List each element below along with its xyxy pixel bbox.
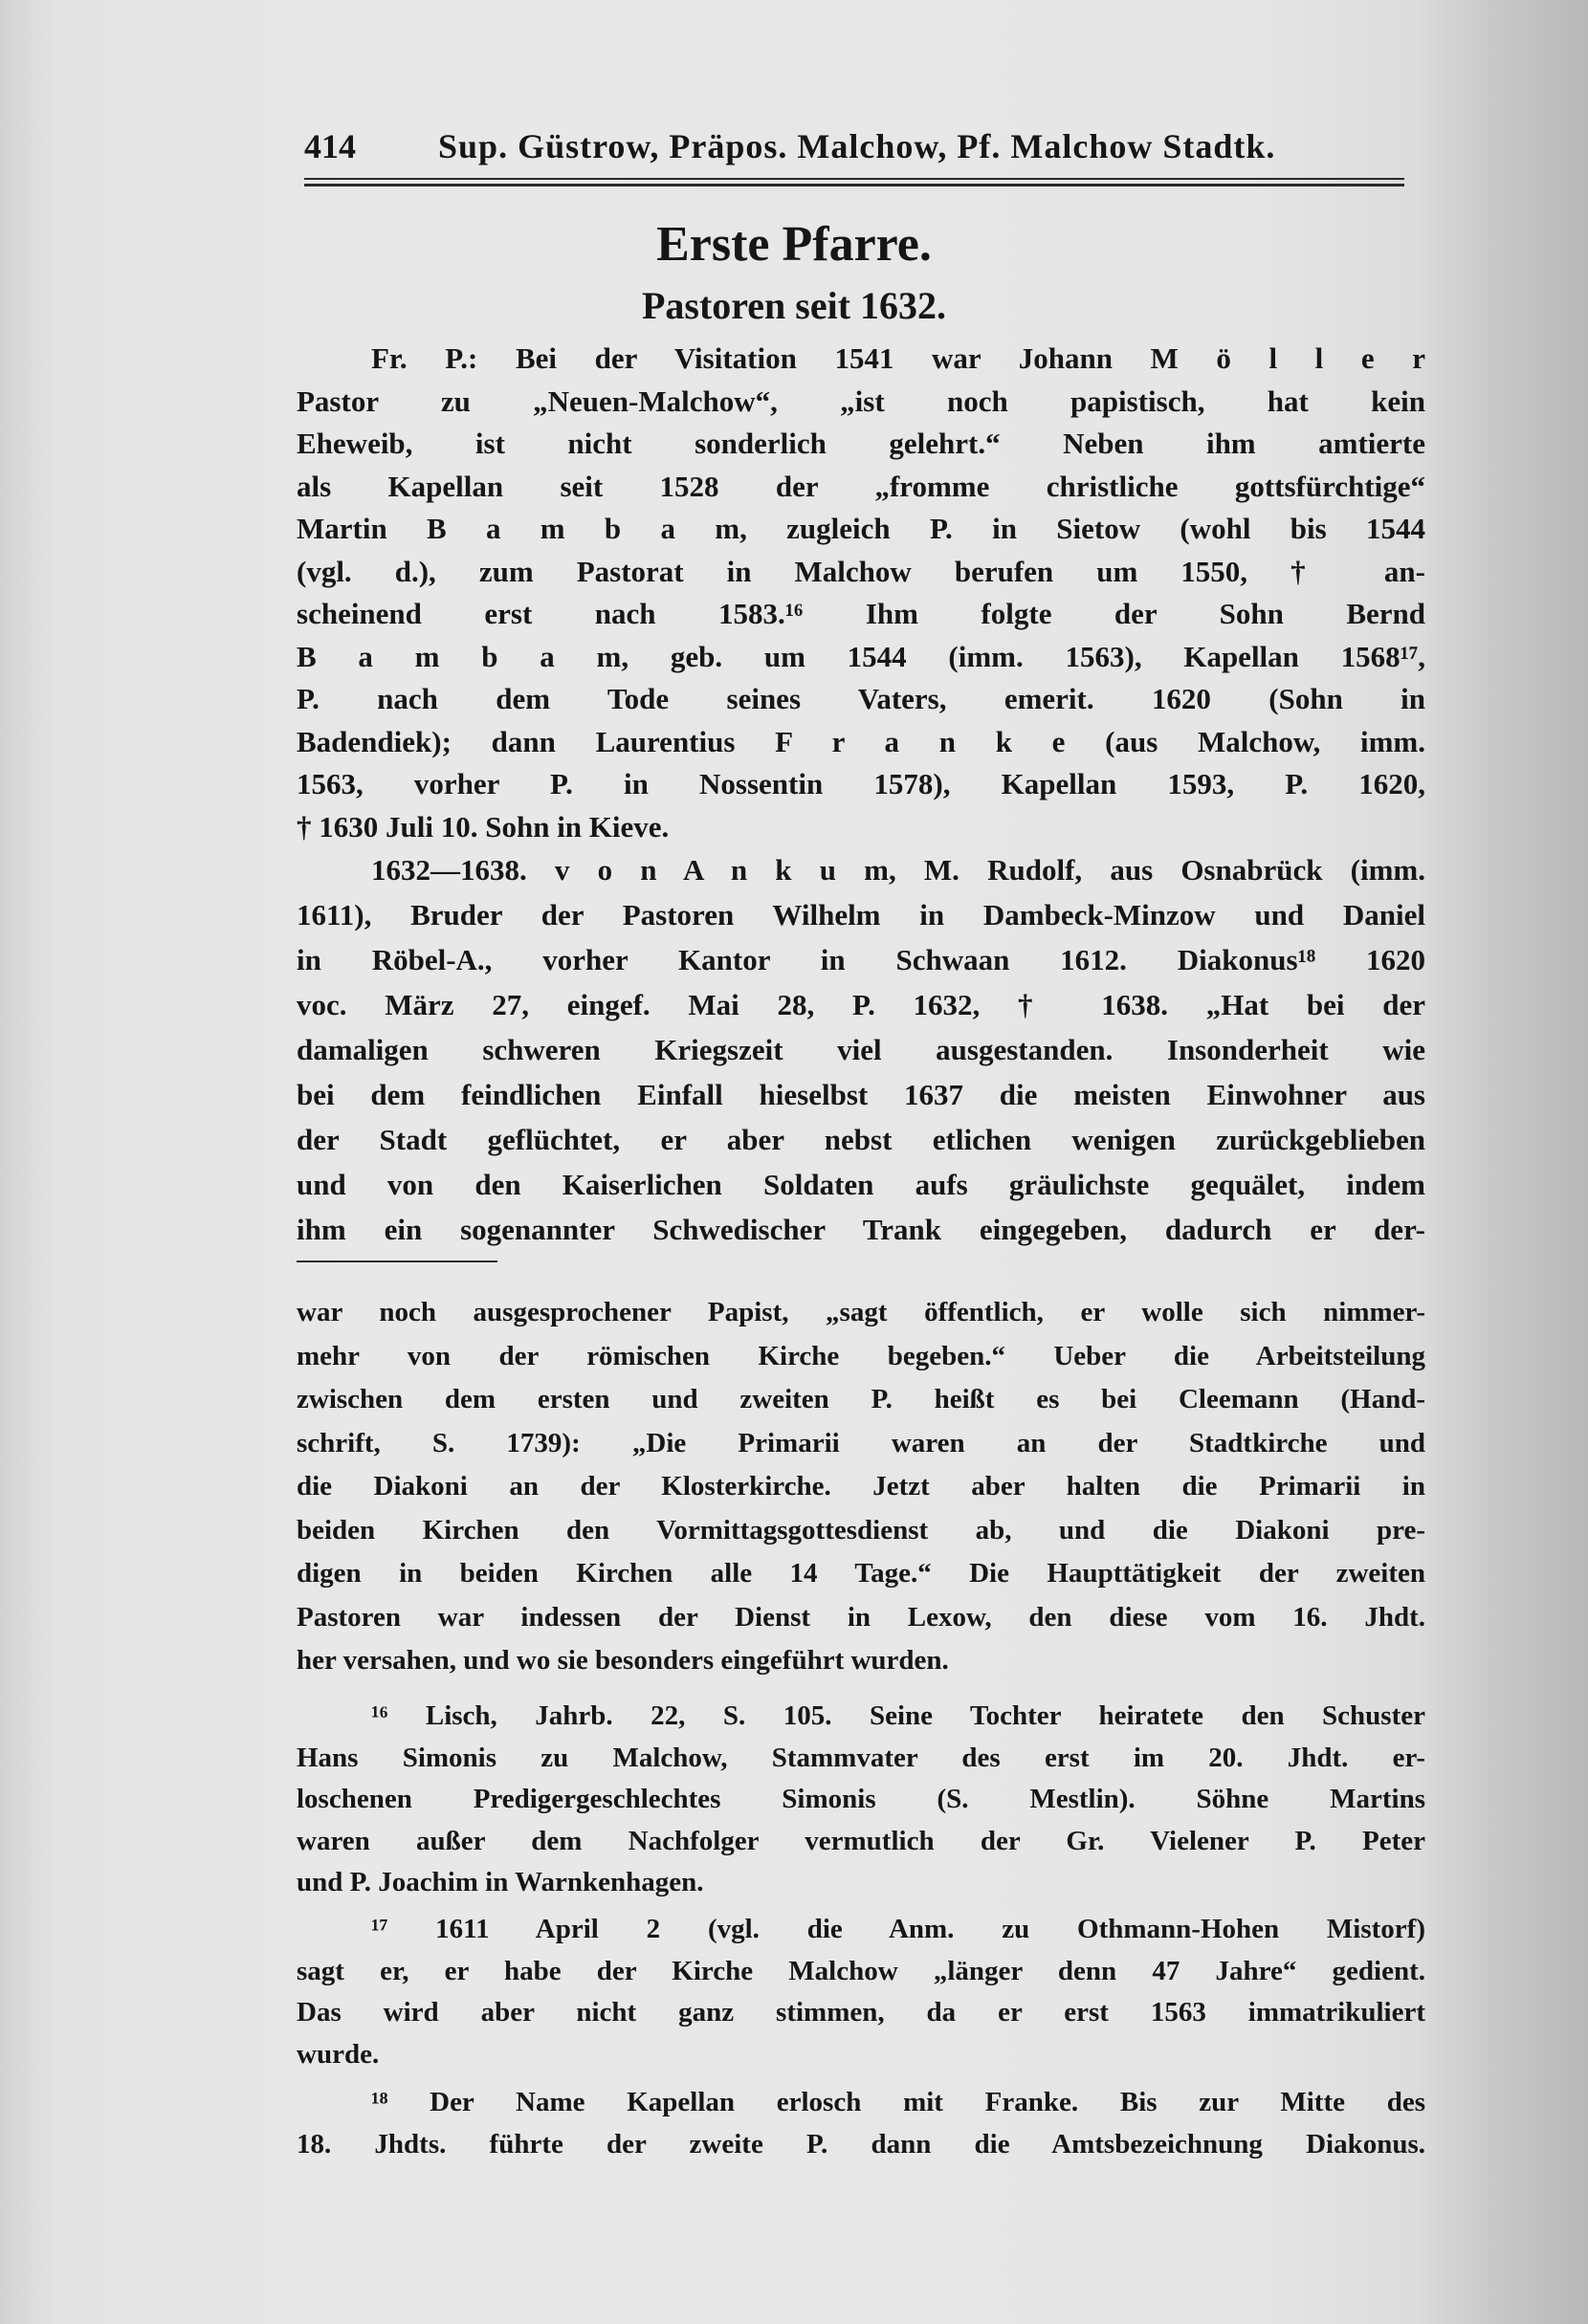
text-line: ihm ein sogenannter Schwedischer Trank eingegeben, dadurch er der-	[297, 1213, 1425, 1246]
text-line: 18. Jhdts. führte der zweite P. dann die Amtsbezeichnung Diakonus.	[297, 2129, 1425, 2160]
text-line: Eheweib, ist nicht sonderlich gelehrt.“ Neben ihm amtierte	[297, 427, 1425, 460]
text-line: digen in beiden Kirchen alle 14 Tage.“ Die Haupttätigkeit der zweiten	[297, 1558, 1425, 1589]
text-line: voc. März 27, eingef. Mai 28, P. 1632, † 1638. „Hat bei der	[297, 988, 1425, 1021]
footnote-separator	[297, 1261, 497, 1262]
text-line: P. nach dem Tode seines Vaters, emerit. 1620 (Sohn in	[297, 682, 1425, 715]
text-line: war noch ausgesprochener Papist, „sagt öffentlich, er wolle sich nimmer-	[297, 1297, 1425, 1327]
paragraph-early-pastors	[297, 338, 1425, 848]
text-line: zwischen dem ersten und zweiten P. heißt es bei Cleemann (Hand-	[297, 1384, 1425, 1414]
running-title: Sup. Güstrow, Präpos. Malchow, Pf. Malchow Stadtk.	[438, 127, 1276, 165]
footnote-continuation	[297, 1291, 1425, 1683]
text-line: und von den Kaiserlichen Soldaten aufs gräulichste gequälet, indem	[297, 1168, 1425, 1201]
footnote-16	[297, 1696, 1425, 1904]
header-rule-double	[304, 184, 1404, 186]
section-subtitle: Pastoren seit 1632.	[641, 284, 947, 327]
text-line: ¹⁶ Lisch, Jahrb. 22, S. 105. Seine Tochter heiratete den Schuster	[371, 1700, 1425, 1731]
text-line: (vgl. d.), zum Pastorat in Malchow berufen um 1550, † an-	[297, 554, 1425, 588]
text-line: loschenen Predigergeschlechtes Simonis (S. Mestlin). Söhne Martins	[297, 1784, 1425, 1814]
text-line: als Kapellan seit 1528 der „fromme christliche gottsfürchtige“	[297, 469, 1425, 503]
text-line: Martin B a m b a m, zugleich P. in Sietow (wohl bis 1544	[297, 512, 1425, 545]
text-line: ¹⁸ Der Name Kapellan erlosch mit Franke. Bis zur Mitte des	[371, 2087, 1425, 2117]
text-line: 1563, vorher P. in Nossentin 1578), Kapellan 1593, P. 1620,	[297, 767, 1425, 800]
text-line: scheinend erst nach 1583.¹⁶ Ihm folgte der Sohn Bernd	[297, 597, 1425, 630]
text-line: beiden Kirchen den Vormittagsgottesdienst ab, und die Diakoni pre-	[297, 1514, 1425, 1546]
text-line: her versahen, und wo sie besonders eingeführt wurden.	[297, 1645, 949, 1676]
footnote-17	[297, 1909, 1425, 2075]
text-line: Pastor zu „Neuen-Malchow“, „ist noch papistisch, hat kein	[297, 384, 1425, 418]
text-line: B a m b a m, geb. um 1544 (imm. 1563), Kapellan 1568¹⁷,	[297, 639, 1425, 673]
text-line: sagt er, er habe der Kirche Malchow „länger denn 47 Jahre“ gedient.	[297, 1955, 1425, 1986]
text-line: † 1630 Juli 10. Sohn in Kieve.	[297, 809, 670, 844]
text-line: schrift, S. 1739): „Die Primarii waren an der Stadtkirche und	[297, 1427, 1425, 1458]
text-line: Hans Simonis zu Malchow, Stammvater des erst im 20. Jhdt. er-	[297, 1742, 1425, 1773]
text-line: Das wird aber nicht ganz stimmen, da er erst 1563 immatrikuliert	[297, 1997, 1425, 2028]
text-line: damaligen schweren Kriegszeit viel ausgestanden. Insonderheit wie	[297, 1033, 1425, 1066]
text-line: und P. Joachim in Warnkenhagen.	[297, 1867, 704, 1897]
text-line: 1632—1638. v o n A n k u m, M. Rudolf, aus Osnabrück (imm.	[371, 853, 1425, 887]
text-line: der Stadt geflüchtet, er aber nebst etlichen wenigen zurückgeblieben	[297, 1123, 1425, 1156]
text-line: Badendiek); dann Laurentius F r a n k e (aus Malchow, imm.	[297, 724, 1425, 758]
text-line: die Diakoni an der Klosterkirche. Jetzt aber halten die Primarii in	[297, 1471, 1425, 1502]
text-line: 1611), Bruder der Pastoren Wilhelm in Dambeck-Minzow und Daniel	[297, 898, 1425, 932]
paragraph-von-ankum	[297, 847, 1425, 1252]
text-line: mehr von der römischen Kirche begeben.“ Ueber die Arbeitsteilung	[297, 1340, 1425, 1371]
text-line: wurde.	[297, 2038, 380, 2070]
text-line: Fr. P.: Bei der Visitation 1541 war Johann M ö l l e r	[371, 341, 1425, 375]
section-title: Erste Pfarre.	[656, 217, 932, 272]
text-line: waren außer dem Nachfolger vermutlich der Gr. Vielener P. Peter	[297, 1825, 1425, 1856]
text-line: ¹⁷ 1611 April 2 (vgl. die Anm. zu Othmann-Hohen Mistorf)	[371, 1914, 1425, 1944]
text-line: Pastoren war indessen der Dienst in Lexow, den diese vom 16. Jhdt.	[297, 1601, 1425, 1633]
page-number: 414	[304, 127, 356, 165]
running-header	[304, 126, 1404, 170]
text-line: in Röbel-A., vorher Kantor in Schwaan 1612. Diakonus¹⁸ 1620	[297, 943, 1425, 976]
footnote-18	[297, 2081, 1425, 2165]
header-rule	[304, 178, 1404, 180]
text-line: bei dem feindlichen Einfall hieselbst 1637 die meisten Einwohner aus	[297, 1078, 1425, 1111]
